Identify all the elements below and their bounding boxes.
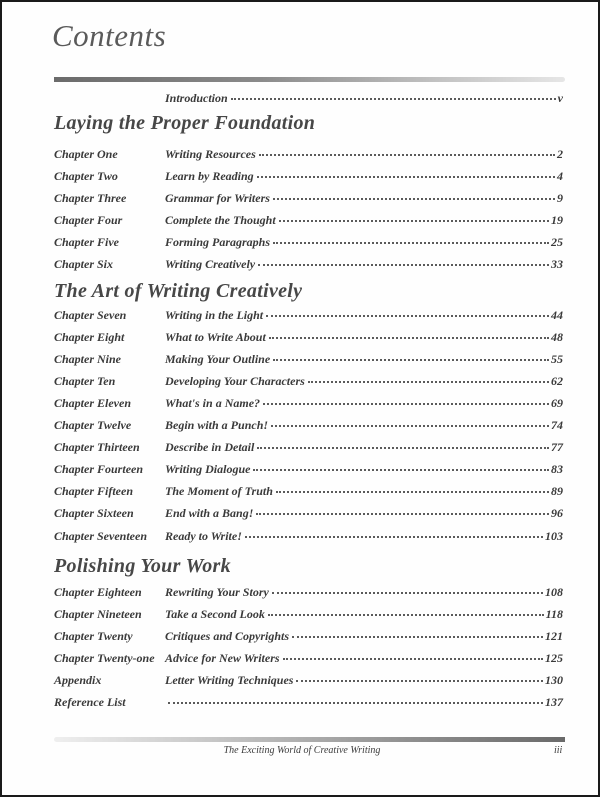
entry-title: What's in a Name? xyxy=(165,396,261,410)
toc-entry[interactable] xyxy=(54,146,563,162)
toc-entry[interactable] xyxy=(54,212,563,228)
page-number: 108 xyxy=(545,585,563,599)
entry-title: Take a Second Look xyxy=(165,607,265,621)
entry-title: Writing in the Light xyxy=(165,308,264,322)
entry-title: Ready to Write! xyxy=(165,529,242,543)
bottom-divider-rule xyxy=(54,737,565,742)
section-heading: Polishing Your Work xyxy=(54,555,231,577)
chapter-label: Reference List xyxy=(54,695,126,709)
toc-entry[interactable] xyxy=(54,351,563,367)
toc-entry[interactable] xyxy=(54,307,563,323)
toc-entry[interactable] xyxy=(54,483,563,499)
toc-entry[interactable] xyxy=(54,606,563,622)
dot-leader xyxy=(245,526,543,538)
chapter-label: Chapter Two xyxy=(54,169,118,183)
dot-leader xyxy=(266,305,549,317)
entry-title: End with a Bang! xyxy=(165,506,254,520)
dot-leader xyxy=(308,371,549,383)
page-number: 83 xyxy=(551,462,563,476)
dot-leader xyxy=(296,670,543,682)
chapter-label: Chapter Twenty xyxy=(54,629,133,643)
page-number: 121 xyxy=(545,629,563,643)
toc-entry[interactable] xyxy=(54,395,563,411)
toc-entry[interactable] xyxy=(54,694,563,710)
dot-leader xyxy=(257,437,549,449)
chapter-label: Chapter Eighteen xyxy=(54,585,142,599)
chapter-label: Chapter Fourteen xyxy=(54,462,144,476)
page-number: 74 xyxy=(551,418,563,432)
dot-leader xyxy=(231,88,556,100)
chapter-label: Chapter Seventeen xyxy=(54,529,147,543)
toc-entry[interactable] xyxy=(54,672,563,688)
entry-title: Introduction xyxy=(165,91,228,105)
dot-leader xyxy=(269,327,549,339)
dot-leader xyxy=(253,459,549,471)
toc-entry[interactable] xyxy=(54,528,563,544)
page-number: 103 xyxy=(545,529,563,543)
dot-leader xyxy=(268,604,544,616)
section-heading: Laying the Proper Foundation xyxy=(54,112,316,134)
page-number: 25 xyxy=(551,235,563,249)
toc-entry[interactable] xyxy=(54,329,563,345)
toc-entry[interactable] xyxy=(54,650,563,666)
page-number: 125 xyxy=(545,651,563,665)
page-number: 130 xyxy=(545,673,563,687)
entry-title: Advice for New Writers xyxy=(165,651,280,665)
dot-leader xyxy=(271,415,549,427)
dot-leader xyxy=(256,503,549,515)
dot-leader xyxy=(259,144,555,156)
chapter-label: Chapter Twelve xyxy=(54,418,132,432)
dot-leader xyxy=(257,166,555,178)
page-number: 62 xyxy=(551,374,563,388)
dot-leader xyxy=(168,692,543,704)
page-number: 89 xyxy=(551,484,563,498)
dot-leader xyxy=(279,210,549,222)
entry-title: Letter Writing Techniques xyxy=(165,673,294,687)
page-number: 55 xyxy=(551,352,563,366)
toc-entry[interactable] xyxy=(54,168,563,184)
page-title: Contents xyxy=(52,18,167,53)
chapter-label: Chapter Eight xyxy=(54,330,125,344)
page-number: 9 xyxy=(557,191,563,205)
page-number: 118 xyxy=(545,607,563,621)
chapter-label: Chapter Thirteen xyxy=(54,440,140,454)
chapter-label: Chapter Ten xyxy=(54,374,116,388)
entry-title: Making Your Outline xyxy=(165,352,271,366)
entry-title: Writing Resources xyxy=(165,147,256,161)
entry-title: The Moment of Truth xyxy=(165,484,273,498)
page-number: 96 xyxy=(551,506,563,520)
dot-leader xyxy=(273,232,549,244)
toc-entry-introduction[interactable] xyxy=(54,90,563,106)
footer-page-number: iii xyxy=(554,745,563,756)
page-number: 77 xyxy=(551,440,563,454)
page-number: 69 xyxy=(551,396,563,410)
page-number: 2 xyxy=(557,147,563,161)
toc-entry[interactable] xyxy=(54,234,563,250)
entry-title: Writing Creatively xyxy=(165,257,256,271)
dot-leader xyxy=(258,254,549,266)
page-number: 33 xyxy=(551,257,563,271)
chapter-label: Chapter Sixteen xyxy=(54,506,134,520)
entry-title: Complete the Thought xyxy=(165,213,276,227)
entry-title: Grammar for Writers xyxy=(165,191,270,205)
entry-title: Writing Dialogue xyxy=(165,462,251,476)
toc-entry[interactable] xyxy=(54,505,563,521)
toc-entry[interactable] xyxy=(54,190,563,206)
toc-entry[interactable] xyxy=(54,439,563,455)
section-heading: The Art of Writing Creatively xyxy=(54,280,303,302)
dot-leader xyxy=(273,349,549,361)
chapter-label: Chapter Seven xyxy=(54,308,127,322)
dot-leader xyxy=(283,648,543,660)
entry-title: Begin with a Punch! xyxy=(165,418,269,432)
entry-title: Critiques and Copyrights xyxy=(165,629,290,643)
top-divider-rule xyxy=(54,77,565,82)
footer-book-title: The Exciting World of Creative Writing xyxy=(223,745,381,756)
chapter-label: Chapter Nine xyxy=(54,352,122,366)
chapter-label: Chapter One xyxy=(54,147,118,161)
chapter-label: Chapter Twenty-one xyxy=(54,651,155,665)
page-number: v xyxy=(557,91,563,105)
dot-leader xyxy=(272,582,543,594)
chapter-label: Chapter Four xyxy=(54,213,123,227)
chapter-label: Chapter Five xyxy=(54,235,119,249)
dot-leader xyxy=(292,626,543,638)
toc-entry[interactable] xyxy=(54,256,563,272)
entry-title: What to Write About xyxy=(165,330,266,344)
dot-leader xyxy=(273,188,555,200)
entry-title: Forming Paragraphs xyxy=(165,235,271,249)
dot-leader xyxy=(276,481,549,493)
chapter-label: Appendix xyxy=(54,673,102,687)
chapter-label: Chapter Six xyxy=(54,257,114,271)
chapter-label: Chapter Eleven xyxy=(54,396,131,410)
page-number: 44 xyxy=(551,308,563,322)
chapter-label: Chapter Nineteen xyxy=(54,607,142,621)
toc-entry[interactable] xyxy=(54,461,563,477)
toc-entry[interactable] xyxy=(54,417,563,433)
toc-entry[interactable] xyxy=(54,584,563,600)
page-number: 137 xyxy=(545,695,563,709)
toc-entry[interactable] xyxy=(54,373,563,389)
dot-leader xyxy=(263,393,549,405)
entry-title: Describe in Detail xyxy=(165,440,255,454)
page-number: 48 xyxy=(551,330,563,344)
page-number: 4 xyxy=(557,169,563,183)
toc-entry[interactable] xyxy=(54,628,563,644)
entry-title: Developing Your Characters xyxy=(165,374,305,388)
chapter-label: Chapter Fifteen xyxy=(54,484,134,498)
entry-title: Learn by Reading xyxy=(165,169,254,183)
entry-title: Rewriting Your Story xyxy=(165,585,269,599)
page-number: 19 xyxy=(551,213,563,227)
chapter-label: Chapter Three xyxy=(54,191,127,205)
